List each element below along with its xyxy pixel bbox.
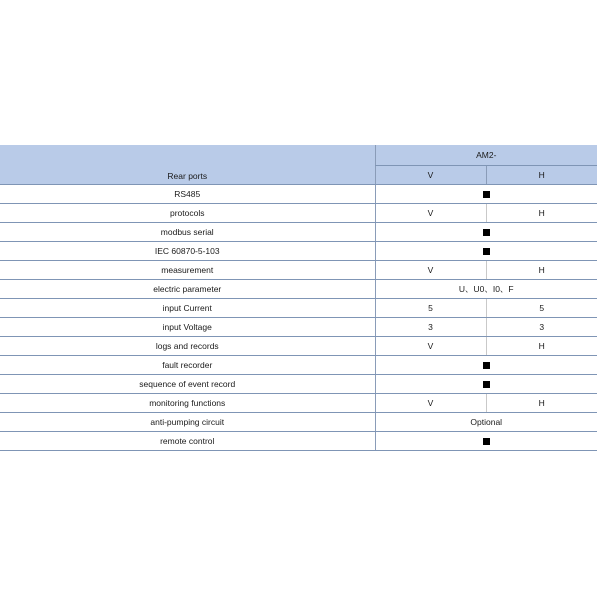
row-label: electric parameter xyxy=(0,280,375,299)
row-value-h: H xyxy=(486,204,597,223)
table-row xyxy=(0,242,597,261)
model-header: AM2- xyxy=(375,145,597,166)
table-row xyxy=(0,375,597,394)
row-label: RS485 xyxy=(0,185,375,204)
row-value-v: 3 xyxy=(375,318,486,337)
supported-marker xyxy=(375,432,597,451)
row-label: monitoring functions xyxy=(0,394,375,413)
row-value-v: V xyxy=(375,204,486,223)
table-row xyxy=(0,356,597,375)
filled-square-icon xyxy=(483,362,490,369)
filled-square-icon xyxy=(483,248,490,255)
table-row xyxy=(0,394,597,413)
table-row xyxy=(0,261,597,280)
table-row xyxy=(0,280,597,299)
row-label: IEC 60870-5-103 xyxy=(0,242,375,261)
row-label: input Current xyxy=(0,299,375,318)
supported-marker xyxy=(375,185,597,204)
row-value-h: H xyxy=(486,394,597,413)
table-row xyxy=(0,204,597,223)
rear-ports-header: Rear ports xyxy=(0,145,375,185)
spec-table xyxy=(0,145,597,451)
row-value-h: 5 xyxy=(486,299,597,318)
variant-v-header: V xyxy=(375,166,486,185)
supported-marker xyxy=(375,223,597,242)
row-value-h: 3 xyxy=(486,318,597,337)
row-label: protocols xyxy=(0,204,375,223)
row-value-h: H xyxy=(486,337,597,356)
row-value: U、U0、I0、F xyxy=(375,280,597,299)
row-label: modbus serial xyxy=(0,223,375,242)
row-label: sequence of event record xyxy=(0,375,375,394)
table-row xyxy=(0,413,597,432)
row-label: measurement xyxy=(0,261,375,280)
row-value-h: H xyxy=(486,261,597,280)
table-row xyxy=(0,337,597,356)
row-value: Optional xyxy=(375,413,597,432)
row-value-v: V xyxy=(375,337,486,356)
table-row xyxy=(0,432,597,451)
row-label: input Voltage xyxy=(0,318,375,337)
row-label: remote control xyxy=(0,432,375,451)
row-label: anti-pumping circuit xyxy=(0,413,375,432)
filled-square-icon xyxy=(483,191,490,198)
filled-square-icon xyxy=(483,381,490,388)
table-row xyxy=(0,223,597,242)
header-row xyxy=(0,145,597,166)
filled-square-icon xyxy=(483,229,490,236)
filled-square-icon xyxy=(483,438,490,445)
table-row xyxy=(0,299,597,318)
row-value-v: V xyxy=(375,394,486,413)
row-label: fault recorder xyxy=(0,356,375,375)
row-value-v: V xyxy=(375,261,486,280)
row-label: logs and records xyxy=(0,337,375,356)
supported-marker xyxy=(375,375,597,394)
table-row xyxy=(0,318,597,337)
supported-marker xyxy=(375,242,597,261)
row-value-v: 5 xyxy=(375,299,486,318)
table-row xyxy=(0,185,597,204)
variant-h-header: H xyxy=(486,166,597,185)
supported-marker xyxy=(375,356,597,375)
